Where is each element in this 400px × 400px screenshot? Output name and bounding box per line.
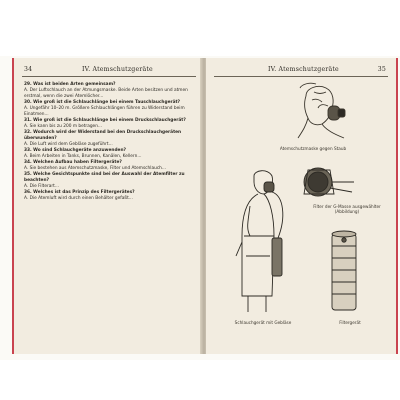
right-running-title: IV. Atemschutzgeräte <box>268 66 339 73</box>
hose-caption: Schlauchgerät mit Gebläse <box>234 320 292 325</box>
filter-caption: Filter der G-Masse ausgewählter (Abbildung) <box>313 204 381 214</box>
background-bottom <box>0 360 400 400</box>
answer: A. Ungefähr 10–20 m. Größere Schlauchlängen führen zu Widerstand beim Einatmen... <box>24 106 185 117</box>
question: 31. Wie groß ist die Schlauchlänge bei einem Druckschlauchgerät? <box>24 118 186 123</box>
mask-caption: Atemschutzmaske gegen Staub <box>279 146 347 151</box>
answer: A. Beim Arbeiten in Tanks, Brunnen, Kanälen, Kellern... <box>24 154 142 159</box>
left-page-number: 34 <box>24 66 33 73</box>
right-head-rule <box>214 76 388 77</box>
left-running-title: IV. Atemschutzgeräte <box>82 66 153 73</box>
answer: A. Die Luft wird dem Gebläse zugeführt... <box>24 142 113 147</box>
box-caption: Filtergerät <box>339 320 361 325</box>
left-head-rule <box>22 76 196 77</box>
question: 34. Welchen Aufbau haben Filtergeräte? <box>24 160 122 165</box>
question: 30. Wie groß ist die Schlauchlänge bei einem Tauschlauchgerät? <box>24 100 181 105</box>
question: 35. Welche Gesichtspunkte sind bei der Auswahl der Atemfilter zu beachten? <box>24 172 185 183</box>
mask-illustration <box>288 82 356 144</box>
left-qa-block <box>24 82 196 202</box>
answer: A. Die Filterart... <box>24 184 59 189</box>
question: 29. Was ist beiden Arten gemeinsam? <box>24 82 116 87</box>
right-page <box>206 58 398 354</box>
answer: A. Sie bestehen aus Atemschutzmaske, Filter und Atemschlauch... <box>24 166 166 171</box>
filter-illustration <box>294 160 360 202</box>
answer: A. Sie kann bis zu 200 m betragen... <box>24 124 103 129</box>
answer: A. Der Luftschlauch an der Atmungsmaske. Beide Arten besitzen und atmen erstmal, wenn die zwei Atemlöcher... <box>24 88 188 99</box>
answer: A. Die Atemluft wird durch einen Behälter gefaßt... <box>24 196 133 201</box>
right-page-number: 35 <box>377 66 386 73</box>
question: 33. Wo sind Schlauchgeräte anzuwenden? <box>24 148 127 153</box>
hose-apparatus-illustration <box>228 166 298 316</box>
background-top <box>0 0 400 56</box>
filter-box-illustration <box>324 228 364 314</box>
left-page <box>12 58 204 354</box>
question: 36. Welches ist das Prinzip des Filtergerätes? <box>24 190 135 195</box>
question: 32. Wodurch wird der Widerstand bei den Druckschlauchgeräten überwunden? <box>24 130 182 141</box>
